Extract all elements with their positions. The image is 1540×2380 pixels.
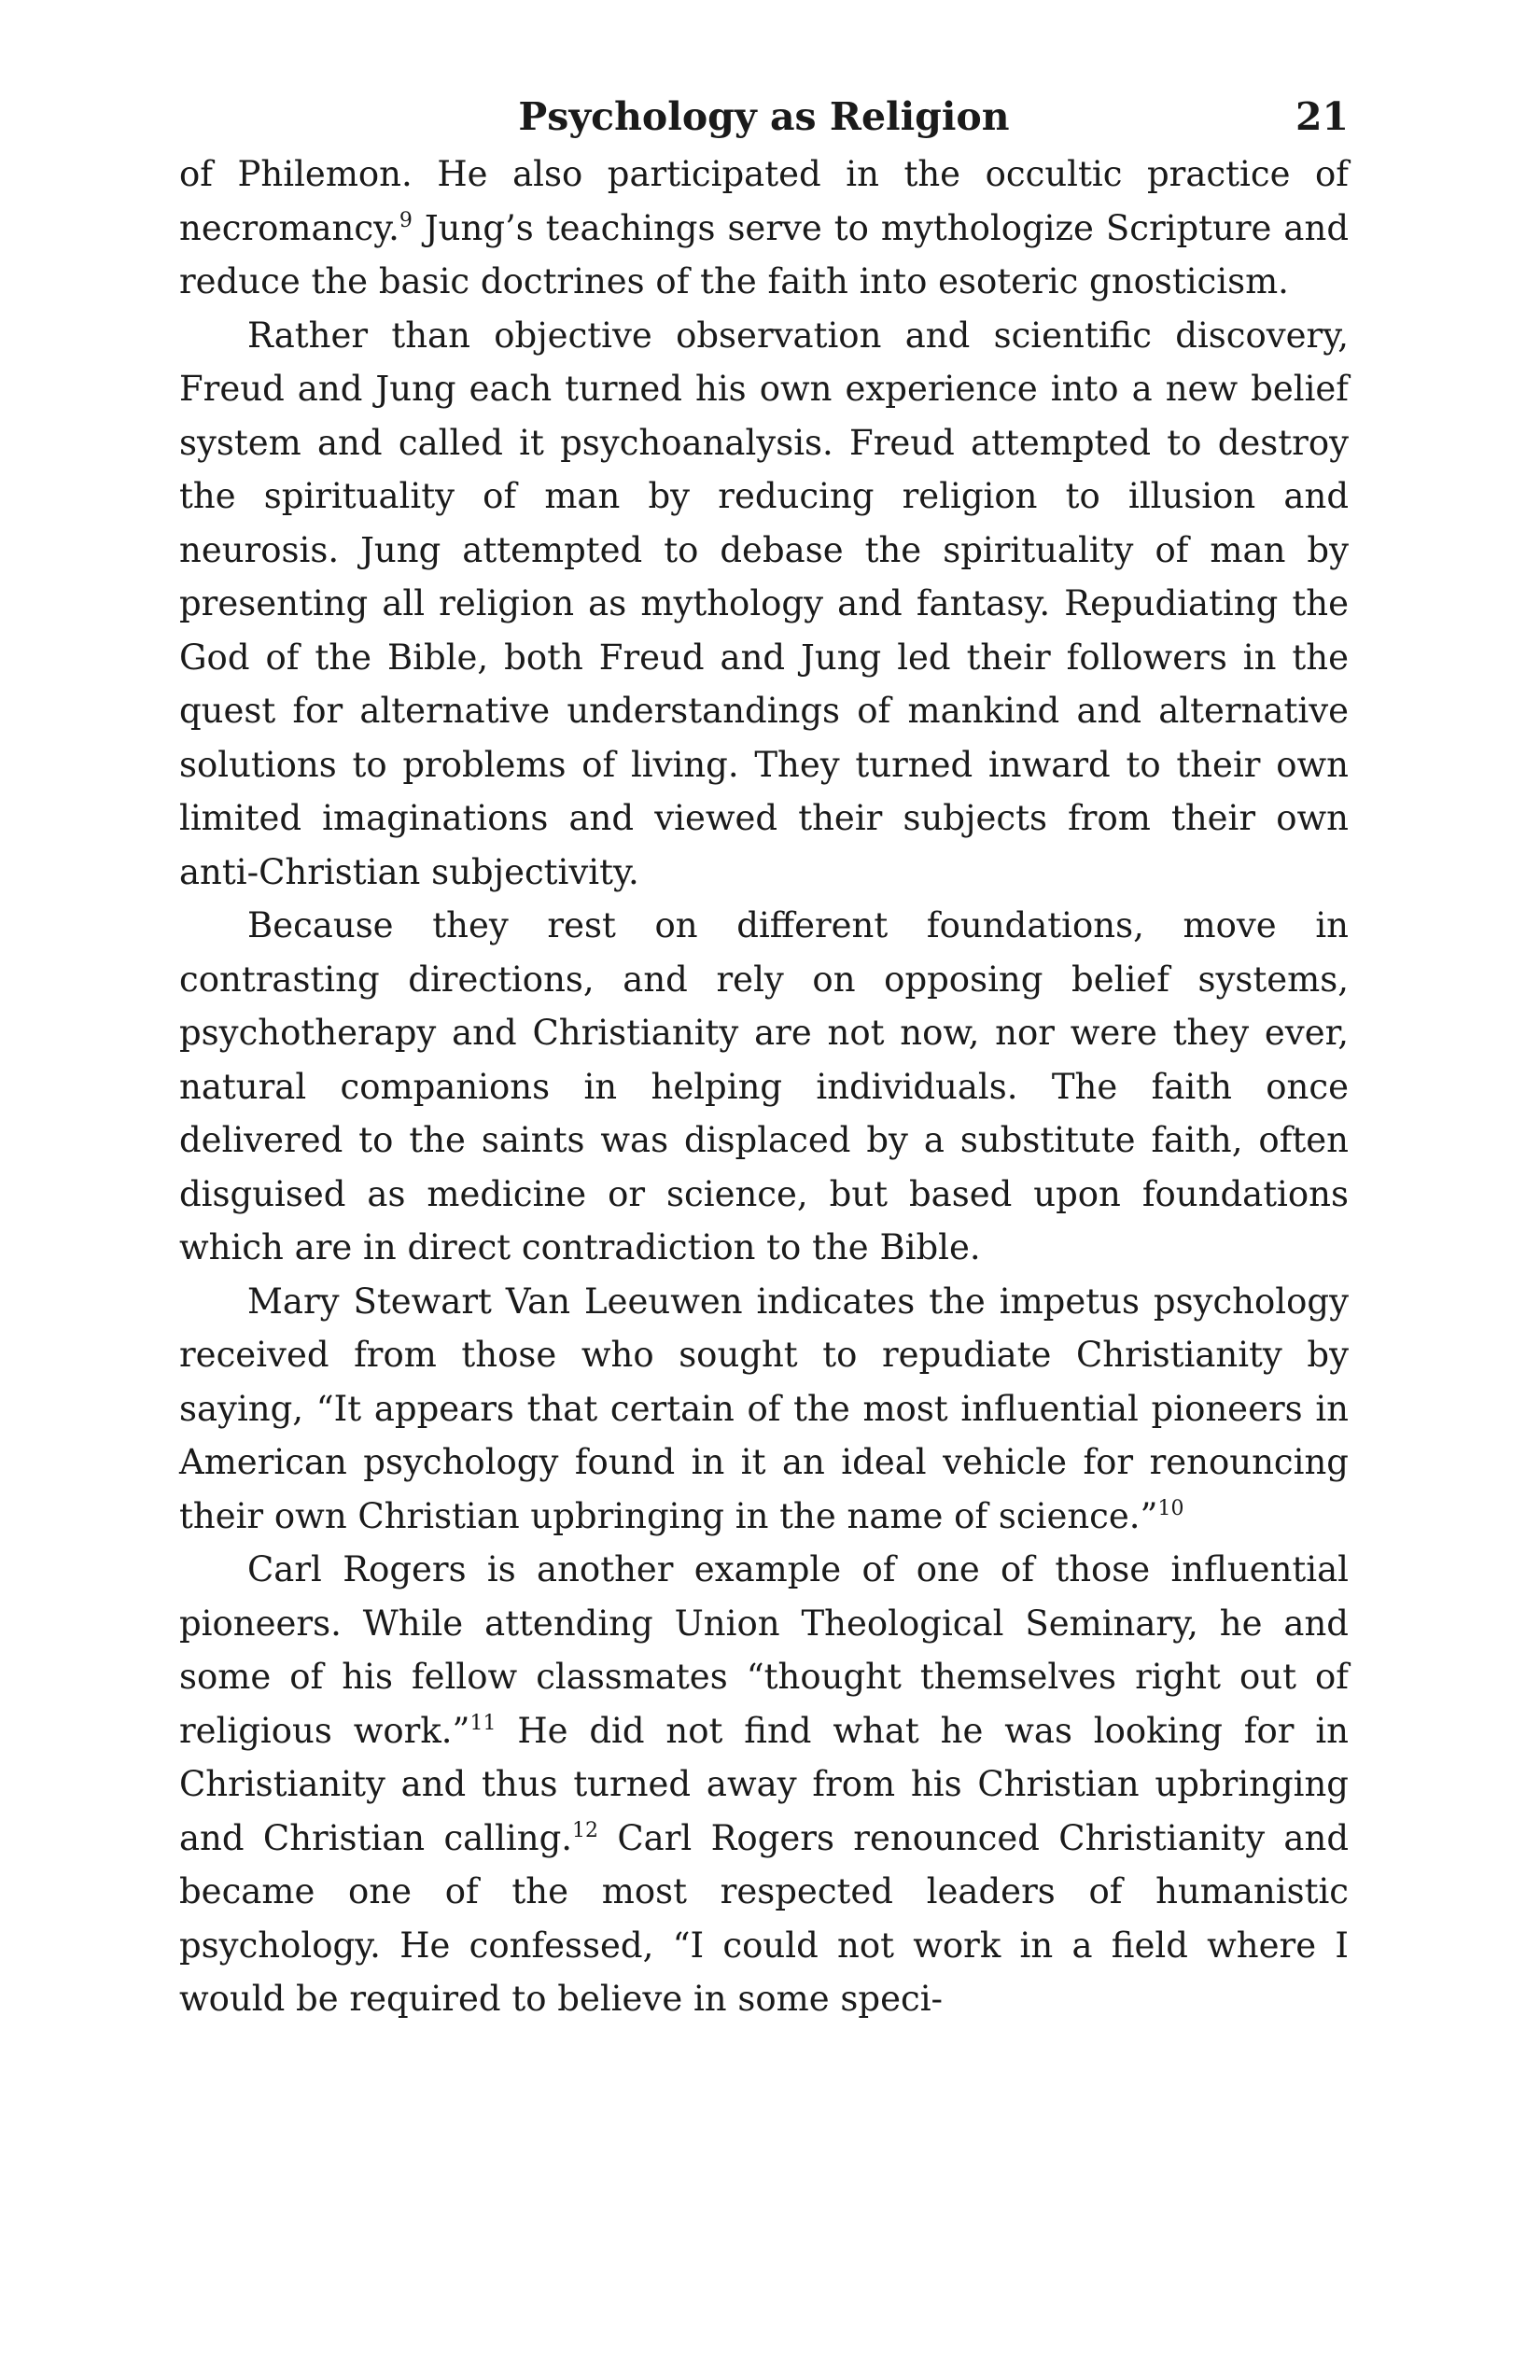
text-run: Mary Stewart Van Leeuwen indicates the impetus psychology received from those who sought to repudiate Christianity by saying, “It appears that certain of the most influential pioneers in American psychology found in it an ideal vehicle for renouncing their own Christian upbringing in the name of science.” (179, 1281, 1349, 1536)
running-title: Psychology as Religion (518, 94, 1010, 139)
running-head (179, 86, 1349, 147)
paragraph: Rather than objective observation and scientific discovery, Freud and Jung each turned his own experience into a new belief system and called it psychoanalysis. Freud attempted to destroy the spirituality of man by reducing religion to illusion and neurosis. Jung attempted to debase the spirituality of man by presenting all religion as mythology and fantasy. Repudiating the God of the Bible, both Freud and Jung led their followers in the quest for alternative understandings of mankind and alternative solutions to problems of living. They turned inward to their own limited imaginations and viewed their subjects from their own anti-Christian subjectivity. (179, 315, 1349, 892)
footnote-ref: 9 (399, 208, 413, 232)
footnote-ref: 11 (469, 1711, 497, 1735)
text-run: Carl Rogers is another example of one of those influential pioneers. While attending Union Theological Seminary, he and some of his fellow classmates “thought themselves right out of religious work.” (179, 1549, 1349, 1751)
paragraph (179, 1275, 1349, 1544)
text-run: He did not find what he was looking for in Christianity and thus turned away from his Christian upbringing and Christian calling. (179, 1710, 1349, 1858)
paragraph (179, 1543, 1349, 2026)
paragraph: Because they rest on different foundations, move in contrasting directions, and rely on opposing belief systems, psychotherapy and Christianity are not now, nor were they ever, natural companions in helping individuals. The faith once delivered to the saints was displaced by a substitute faith, often disguised as medicine or science, but based upon foundations which are in direct contradiction to the Bible. (179, 905, 1349, 1267)
page-number: 21 (1295, 94, 1349, 139)
paragraph-continued (179, 147, 1349, 309)
text-run: Jung’s teachings serve to mythologize Scripture and reduce the basic doctrines of the faith into esoteric gnosticism. (179, 207, 1349, 301)
footnote-ref: 12 (572, 1818, 599, 1842)
body-text (179, 147, 1349, 2026)
book-page (179, 86, 1349, 2026)
text-run: Carl Rogers renounced Christianity and became one of the most respected leaders of humanistic psychology. He confessed, “I could not work in a field where I would be required to believe in some speci- (179, 1817, 1349, 2019)
footnote-ref: 10 (1157, 1496, 1184, 1520)
text-run: of Philemon. He also participated in the occultic practice of necromancy. (179, 154, 1349, 248)
